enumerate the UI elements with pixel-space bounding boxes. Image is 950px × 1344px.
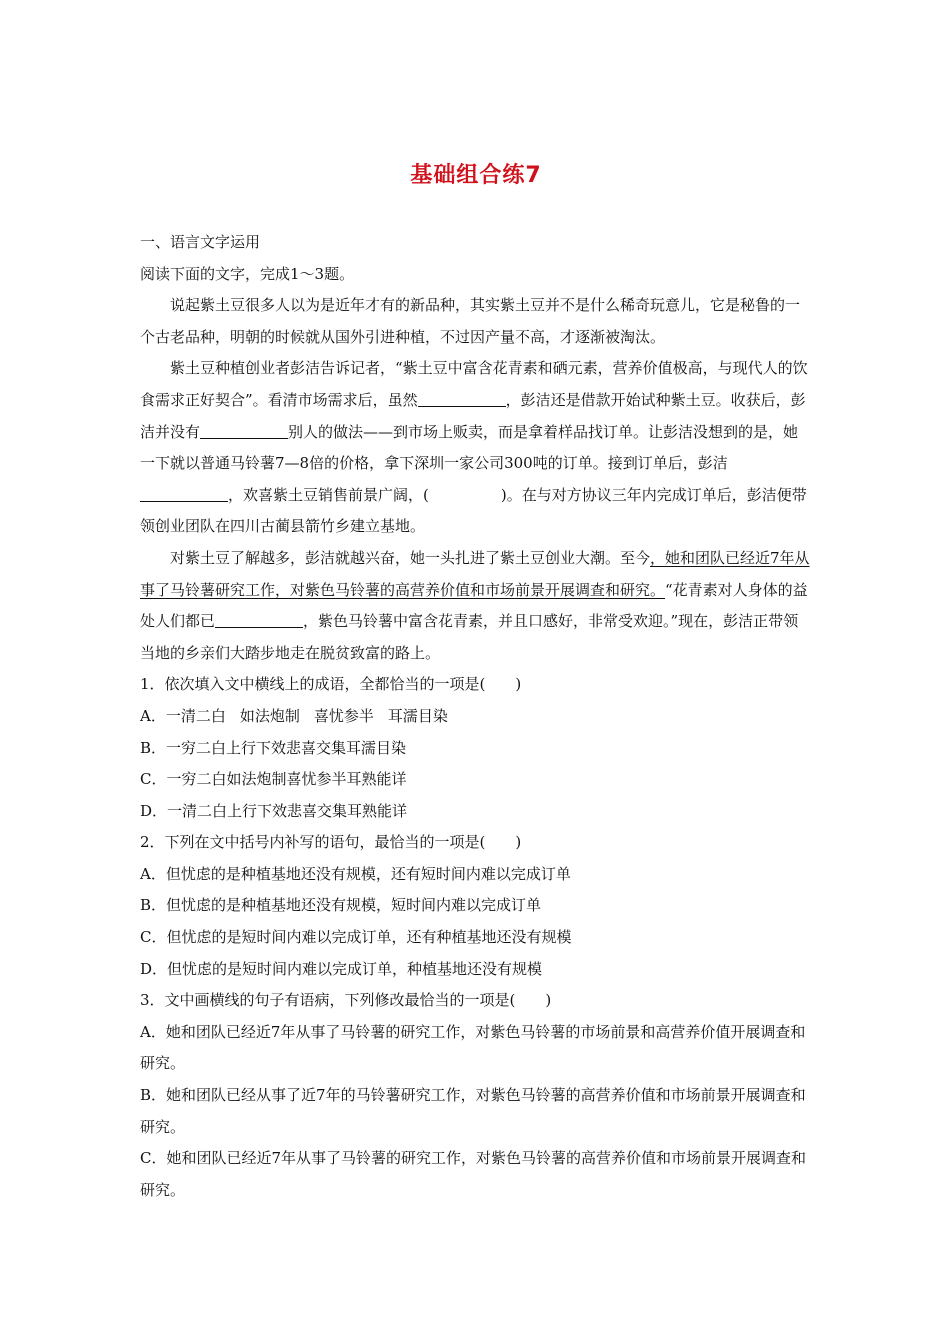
passage-paragraph-3 [140,543,812,669]
fill-blank-2 [200,420,288,439]
q3-option-c: C．她和团队已经近7年从事了马铃薯的研究工作，对紫色马铃薯的高营养价值和市场前景开展调查和研究。 [140,1149,807,1199]
q2-option-d: D．但忧虑的是短时间内难以完成订单，种植基地还没有规模 [140,959,543,978]
q3-option-a: A．她和团队已经近7年从事了马铃薯的研究工作，对紫色马铃薯的市场前景和高营养价值开展调查和研究。 [140,1022,806,1073]
q1-option-c: C．一穷二白如法炮制喜忧参半耳熟能详 [140,770,407,789]
question-1-text: 1．依次填入文中横线上的成语，全都恰当的一项是( [140,675,486,694]
q1-option-b: B．一穷二白上行下效悲喜交集耳濡目染 [140,738,407,757]
q1-option-a-4: 耳濡目染 [387,706,448,725]
question-2-close: ) [515,833,522,852]
document-body [140,227,812,1206]
fill-blank-1 [418,388,506,407]
para2-text-4: ，欢喜紫土豆销售前景广阔，( [228,485,429,504]
q3-option-b: B．她和团队已经从事了近7年的马铃薯研究工作，对紫色马铃薯的高营养价值和市场前景开展调查和研究。 [140,1086,806,1136]
question-1-stem [140,669,812,701]
q2-option-b: B．但忧虑的是种植基地还没有规模，短时间内难以完成订单 [140,896,542,915]
question-3-text: 3．文中画横线的句子有语病，下列修改最恰当的一项是( [140,991,516,1010]
para3-text-1: 对紫土豆了解越多，彭洁就越兴奋，她一头扎进了紫土豆创业大潮。至今 [170,548,651,567]
question-2-stem [140,827,812,859]
q1-option-a [140,701,812,733]
question-3-stem [140,985,812,1017]
question-1-close: ) [515,675,522,694]
fill-blank-4 [215,609,303,628]
para3-text-2: “花青素对人身体的益处人们都已 [140,580,808,631]
reading-instruction: 阅读下面的文字，完成1～3题。 [140,264,355,283]
passage-paragraph-2 [140,353,812,543]
para3-text-3: ，紫色马铃薯中富含花青素，并且口感好，非常受欢迎。”现在，彭洁正带领当地的乡亲们大踏步地走在脱贫致富的路上。 [140,612,799,662]
q1-option-a-2: 如法炮制 [239,706,300,725]
page-title: 基础组合练7 [410,163,542,188]
question-2-text: 2．下列在文中括号内补写的语句，最恰当的一项是( [140,833,486,852]
q2-option-a: A．但忧虑的是种植基地还没有规模，还有短时间内难以完成订单 [140,864,571,883]
fill-blank-3 [140,483,228,502]
passage-paragraph-1: 说起紫土豆很多人以为是近年才有的新品种，其实紫土豆并不是什么稀奇玩意儿，它是秘鲁的一个古老品种，明朝的时候就从国外引进种植，不过因产量不高，才逐渐被淘汰。 [140,296,801,346]
para2-text-3: 别人的做法——到市场上贩卖，而是拿着样品找订单。让彭洁没想到的是，她一下就以普通马铃薯7—8倍的价格，拿下深圳一家公司300吨的订单。接到订单后，彭洁 [140,422,799,473]
q1-option-a-3: 喜忧参半 [313,706,374,725]
question-3-close: ) [545,991,552,1010]
section-heading: 一、语言文字运用 [140,233,261,251]
q1-option-d: D．一清二白上行下效悲喜交集耳熟能详 [140,801,408,820]
q1-option-a-1: A．一清二白 [140,706,226,725]
underlined-sentence: ，她和团队已经近7年从事了马铃薯研究工作，对紫色马铃薯的高营养价值和市场前景开展调查和研究。 [140,548,810,599]
para2-text-2: ，彭洁还是借款开始试种紫土豆。收获后，彭洁并没有 [140,390,806,441]
para2-text-1: 紫土豆种植创业者彭洁告诉记者，“紫土豆中富含花青素和硒元素，营养价值极高，与现代人的饮食需求正好契合”。看清市场需求后，虽然 [140,359,808,409]
q2-option-c: C．但忧虑的是短时间内难以完成订单，还有种植基地还没有规模 [140,928,572,947]
para2-text-5: )。在与对方协议三年内完成订单后，彭洁便带领创业团队在四川古蔺县箭竹乡建立基地。 [140,485,807,536]
